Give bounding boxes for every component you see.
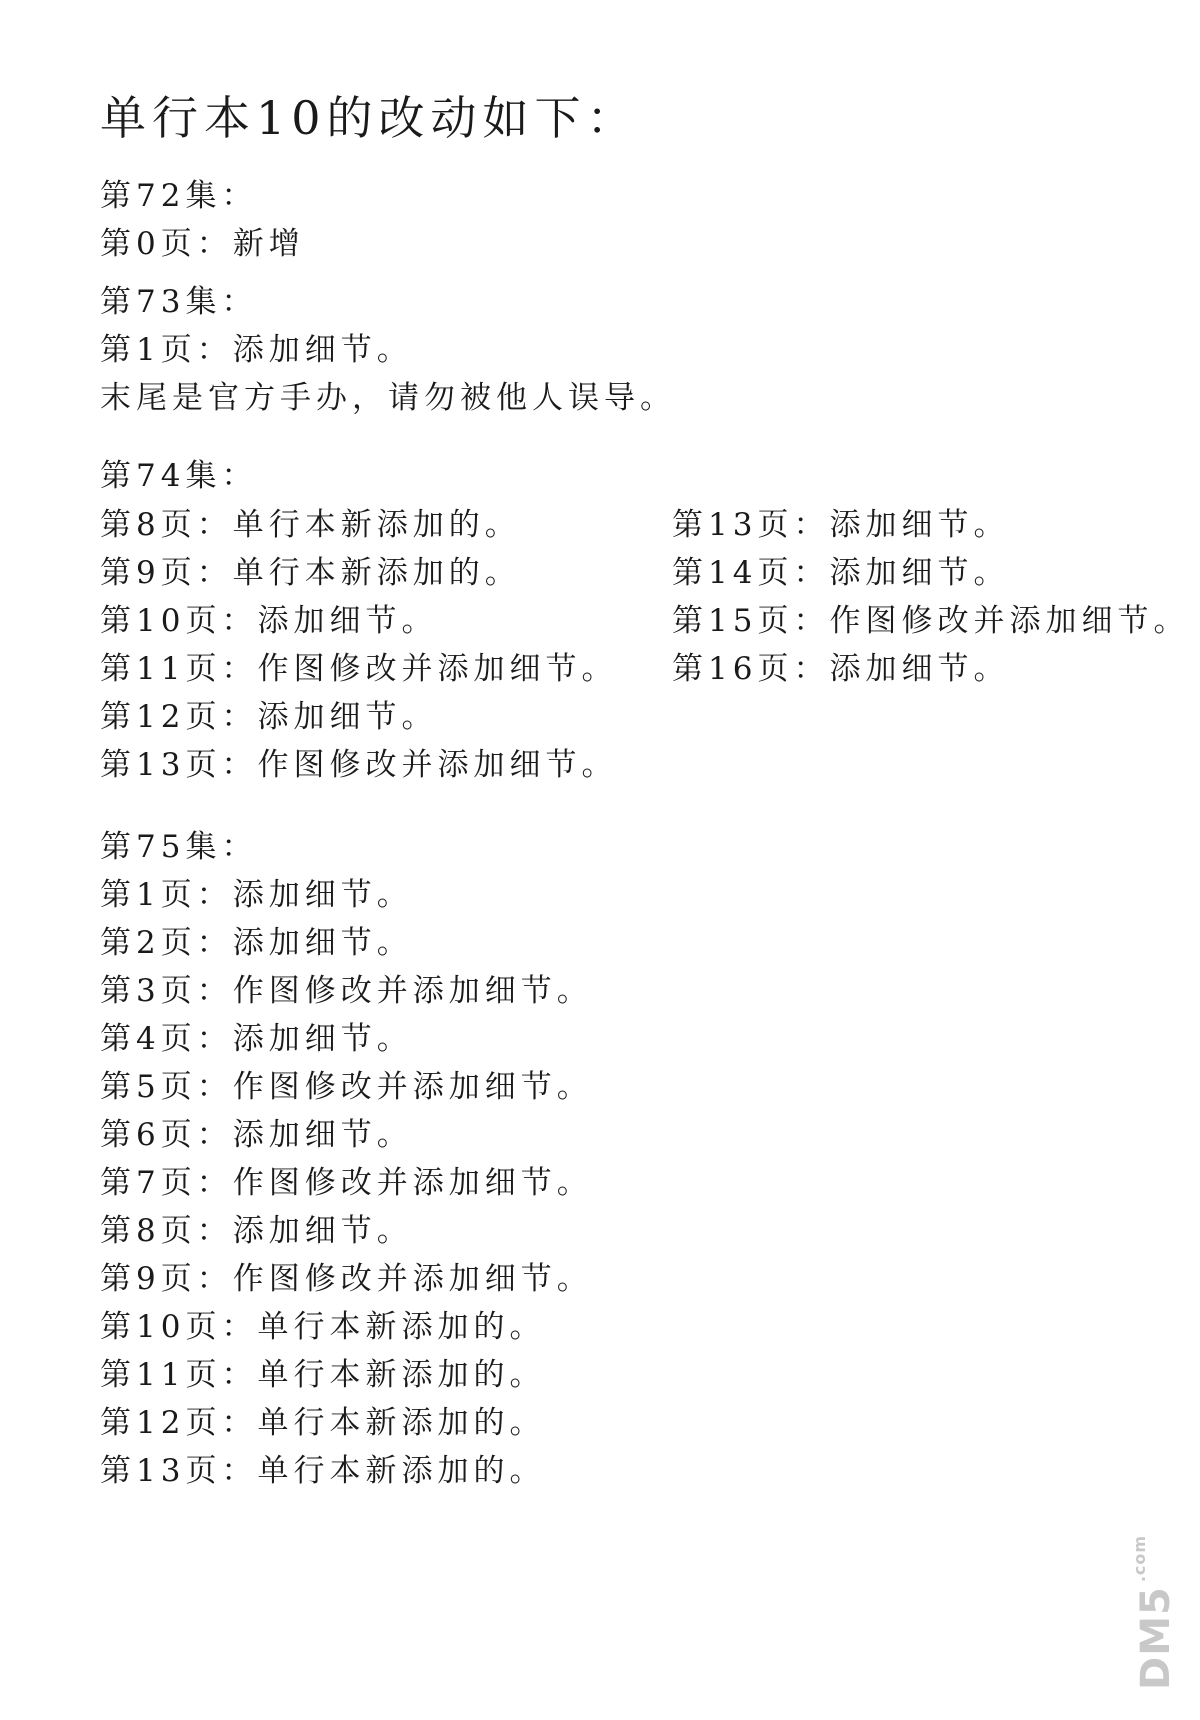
episode-74-left-line: 第13页：作图修改并添加细节。	[100, 747, 618, 783]
episode-74-left-line: 第8页：单行本新添加的。	[100, 507, 521, 543]
episode-72-line: 第0页：新增	[100, 226, 305, 262]
episode-75-line: 第13页：单行本新添加的。	[100, 1453, 546, 1489]
page-title: 单行本10的改动如下：	[100, 91, 639, 145]
episode-75-line: 第8页：添加细节。	[100, 1213, 413, 1249]
episode-74-right-line: 第14页：添加细节。	[672, 555, 1010, 591]
episode-75-line: 第7页：作图修改并添加细节。	[100, 1165, 593, 1201]
episode-75-line: 第6页：添加细节。	[100, 1117, 413, 1153]
episode-75-line: 第3页：作图修改并添加细节。	[100, 973, 593, 1009]
watermark-suffix: .com	[1130, 1534, 1149, 1583]
episode-75-line: 第10页：单行本新添加的。	[100, 1309, 546, 1345]
episode-74-left-line: 第11页：作图修改并添加细节。	[100, 651, 618, 687]
episode-74-left-line: 第9页：单行本新添加的。	[100, 555, 521, 591]
episode-74-right-line: 第15页：作图修改并添加细节。	[672, 603, 1190, 639]
episode-74-left-line: 第10页：添加细节。	[100, 603, 438, 639]
episode-72-heading: 第72集：	[100, 178, 258, 214]
episode-74-left-line: 第12页：添加细节。	[100, 699, 438, 735]
episode-75-line: 第2页：添加细节。	[100, 925, 413, 961]
site-watermark	[1124, 1520, 1188, 1690]
episode-75-heading: 第75集：	[100, 829, 258, 865]
episode-73-heading: 第73集：	[100, 284, 258, 320]
episode-75-line: 第4页：添加细节。	[100, 1021, 413, 1057]
episode-75-line: 第9页：作图修改并添加细节。	[100, 1261, 593, 1297]
episode-73-line: 第1页：添加细节。	[100, 332, 413, 368]
episode-75-line: 第1页：添加细节。	[100, 877, 413, 913]
episode-74-right-line: 第13页：添加细节。	[672, 507, 1010, 543]
episode-74-heading: 第74集：	[100, 458, 258, 494]
episode-75-line: 第12页：单行本新添加的。	[100, 1405, 546, 1441]
watermark-logo-text: DM5	[1133, 1586, 1179, 1690]
episode-75-line: 第11页：单行本新添加的。	[100, 1357, 546, 1393]
episode-75-line: 第5页：作图修改并添加细节。	[100, 1069, 593, 1105]
episode-73-line: 末尾是官方手办，请勿被他人误导。	[100, 380, 676, 416]
episode-74-right-line: 第16页：添加细节。	[672, 651, 1010, 687]
